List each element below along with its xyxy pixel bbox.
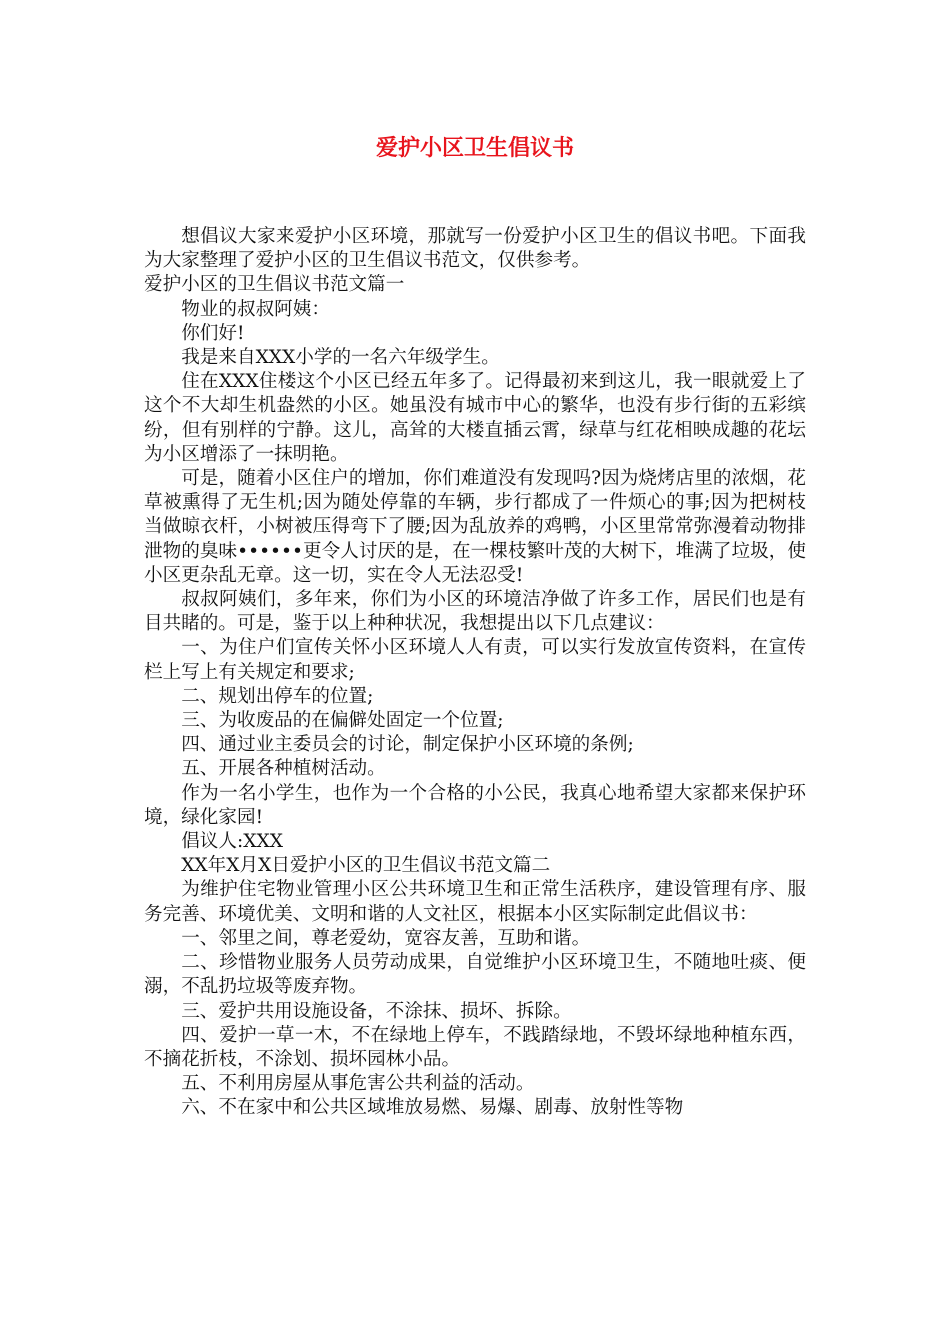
- body-paragraph: 四、爱护一草一木，不在绿地上停车，不践踏绿地，不毁坏绿地种植东西，不摘花折枝，不涂划、损坏园林小品。: [144, 1024, 806, 1070]
- body-paragraph: 想倡议大家来爱护小区环境，那就写一份爱护小区卫生的倡议书吧。下面我为大家整理了爱护小区的卫生倡议书范文，仅供参考。: [144, 226, 806, 272]
- body-paragraph: 二、珍惜物业服务人员劳动成果，自觉维护小区环境卫生，不随地吐痰、便溺，不乱扔垃圾等废弃物。: [144, 952, 806, 998]
- body-paragraph: 为维护住宅物业管理小区公共环境卫生和正常生活秩序，建设管理有序、服务完善、环境优美、文明和谐的人文社区，根据本小区实际制定此倡议书：: [144, 879, 806, 925]
- body-paragraph: 三、爱护共用设施设备，不涂抹、损坏、拆除。: [181, 1000, 572, 1022]
- body-paragraph: 六、不在家中和公共区域堆放易燃、易爆、剧毒、放射性等物: [181, 1097, 684, 1119]
- body-paragraph: 二、规划出停车的位置;: [181, 685, 374, 707]
- document-body: [144, 225, 806, 1121]
- body-paragraph: 四、通过业主委员会的讨论，制定保护小区环境的条例;: [181, 734, 634, 756]
- body-paragraph: 一、邻里之间，尊老爱幼，宽容友善，互助和谐。: [181, 927, 591, 949]
- body-paragraph: 倡议人:XXX: [181, 831, 283, 853]
- body-paragraph: 我是来自XXX小学的一名六年级学生。: [181, 347, 500, 369]
- body-paragraph: 物业的叔叔阿姨：: [181, 298, 330, 320]
- body-paragraph: 叔叔阿姨们，多年来，你们为小区的环境洁净做了许多工作，居民们也是有目共睹的。可是，鉴于以上种种状况，我想提出以下几点建议：: [144, 589, 806, 635]
- body-paragraph: 三、为收废品的在偏僻处固定一个位置;: [181, 710, 504, 732]
- body-paragraph: 可是，随着小区住户的增加，你们难道没有发现吗?因为烧烤店里的浓烟，花草被熏得了无生机;因为随处停靠的车辆，步行都成了一件烦心的事;因为把树枝当做晾衣杆，小树被压得弯下了腰;因为乱放养的鸡鸭，小区里常常弥漫着动物排泄物的臭味••••••更令人讨厌的是，在一棵枝繁叶茂的大树下，堆满了垃圾，使小区更杂乱无章。这一切，实在令人无法忍受!: [144, 468, 806, 586]
- body-paragraph: 一、为住户们宣传关怀小区环境人人有责，可以实行发放宣传资料，在宣传栏上写上有关规定和要求;: [144, 637, 806, 683]
- body-paragraph: 五、开展各种植树活动。: [181, 758, 386, 780]
- body-paragraph: 作为一名小学生，也作为一个合格的小公民，我真心地希望大家都来保护环境，绿化家园!: [144, 782, 806, 828]
- body-paragraph: XX年X月X日爱护小区的卫生倡议书范文篇二: [181, 855, 551, 877]
- body-paragraph: 你们好!: [181, 322, 245, 344]
- body-paragraph: 住在XXX住楼这个小区已经五年多了。记得最初来到这儿，我一眼就爱上了这个不大却生机盎然的小区。她虽没有城市中心的繁华，也没有步行街的五彩缤纷，但有别样的宁静。这儿，高耸的大楼直插云霄，绿草与红花相映成趣的花坛为小区增添了一抹明艳。: [144, 371, 806, 465]
- body-paragraph: 爱护小区的卫生倡议书范文篇一: [144, 274, 405, 296]
- document-title: 爱护小区卫生倡议书: [375, 136, 574, 161]
- body-paragraph: 五、不利用房屋从事危害公共利益的活动。: [181, 1073, 535, 1095]
